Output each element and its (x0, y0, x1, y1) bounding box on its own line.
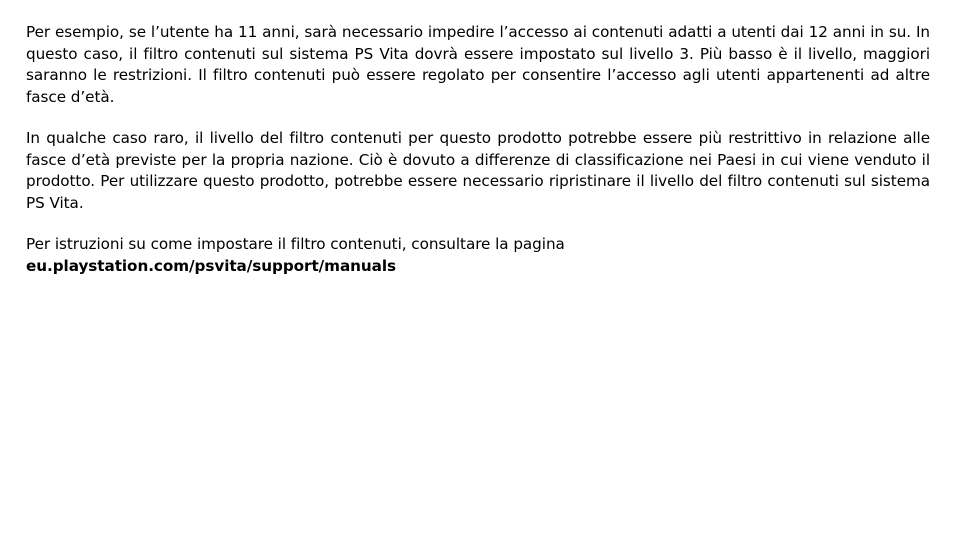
support-manuals-url[interactable]: eu.playstation.com/psvita/support/manuals (26, 256, 397, 275)
paragraph-content-filter-example: Per esempio, se l’utente ha 11 anni, sarà necessario impedire l’accesso ai contenuti adatti a utenti dai 12 anni in su. In questo caso, il filtro contenuti sul sistema PS Vita dovrà essere impostato sul livello 3. Più basso è il livello, maggiori saranno le restrizioni. Il filtro contenuti può essere regolato per consentire l’accesso agli utenti appartenenti ad altre fasce d’età. (26, 23, 930, 106)
instructions-intro-text: Per istruzioni su come impostare il filtro contenuti, consultare la pagina (26, 235, 565, 253)
instructions-block (26, 234, 930, 277)
paragraph-regional-restrictions: In qualche caso raro, il livello del filtro contenuti per questo prodotto potrebbe essere più restrittivo in relazione alle fasce d’età previste per la propria nazione. Ciò è dovuto a differenze di classificazione nei Paesi in cui viene venduto il prodotto. Per utilizzare questo prodotto, potrebbe essere necessario ripristinare il livello del filtro contenuti sul sistema PS Vita. (26, 129, 930, 212)
